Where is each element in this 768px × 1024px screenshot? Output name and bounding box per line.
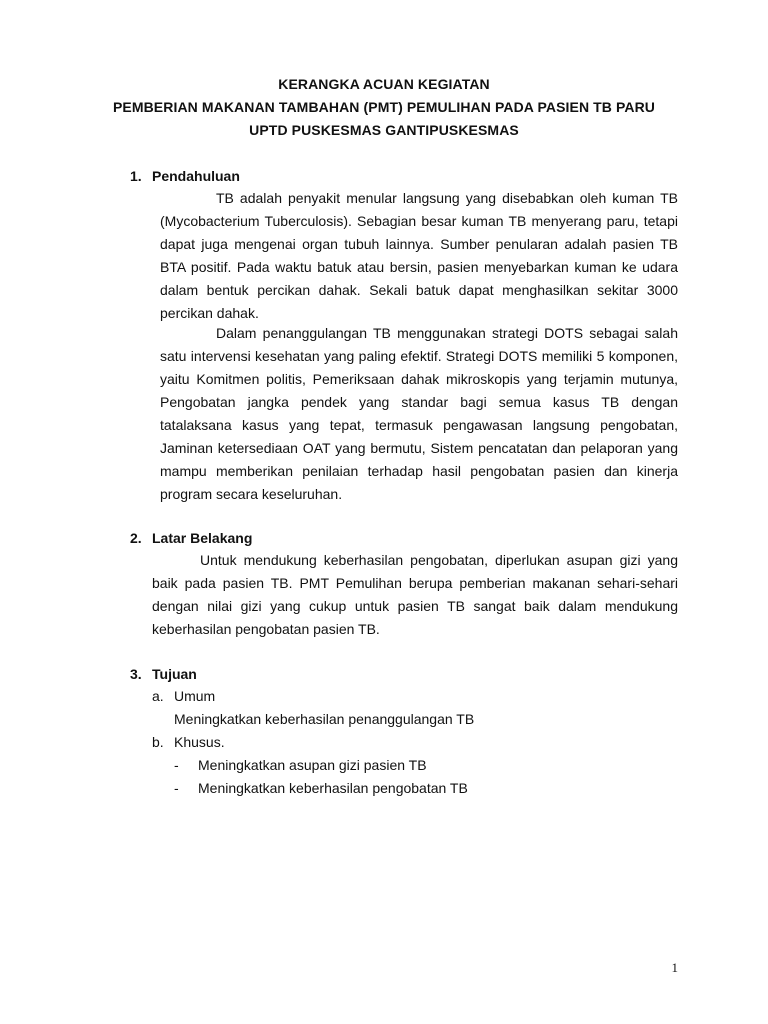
document-subtitle: PEMBERIAN MAKANAN TAMBAHAN (PMT) PEMULIHAN PADA PASIEN TB PARU — [112, 99, 656, 115]
section-title: Latar Belakang — [152, 530, 253, 546]
bullet-item — [174, 780, 468, 796]
section-number: 3. — [130, 666, 142, 682]
paragraph — [152, 549, 678, 641]
list-marker: b. — [152, 734, 164, 750]
page-number: 1 — [671, 960, 678, 975]
bullet-text: Meningkatkan asupan gizi pasien TB — [198, 757, 427, 773]
list-item-detail: Meningkatkan keberhasilan penanggulangan TB — [174, 711, 475, 727]
document-organization: UPTD PUSKESMAS GANTIPUSKESMAS — [249, 122, 519, 138]
paragraph — [160, 322, 678, 506]
list-label: Khusus. — [174, 734, 225, 750]
paragraph-text: Dalam penanggulangan TB menggunakan strategi DOTS sebagai salah satu intervensi kesehatan yang paling efektif. Strategi DOTS memiliki 5 komponen, yaitu Komitmen politis, Pemeriksaan dahak mikroskopis yang terjamin mutunya, Pengobatan jangka pendek yang standar bagi semua kasus TB dengan tatalaksana kasus yang tepat, termasuk pengawasan langsung pengobatan, Jaminan ketersediaan OAT yang bermutu, Sistem pencatatan dan pelaporan yang mampu memberikan penilaian terhadap hasil pengobatan pasien dan kinerja program secara keseluruhan. — [160, 325, 678, 502]
list-label: Umum — [174, 688, 216, 704]
paragraph — [160, 187, 678, 325]
section-number: 2. — [130, 530, 142, 546]
list-marker: a. — [152, 688, 164, 704]
section-heading-pendahuluan — [130, 168, 240, 184]
list-item-khusus — [152, 734, 225, 750]
bullet-item — [174, 757, 427, 773]
section-title: Tujuan — [152, 666, 197, 682]
bullet-marker: - — [174, 780, 179, 796]
document-title: KERANGKA ACUAN KEGIATAN — [278, 76, 490, 92]
list-item-umum — [152, 688, 215, 704]
paragraph-text: TB adalah penyakit menular langsung yang disebabkan oleh kuman TB (Mycobacterium Tuberculosis). Sebagian besar kuman TB menyerang paru, tetapi dapat juga mengenai organ tubuh lainnya. Sumber penularan adalah pasien TB BTA positif. Pada waktu batuk atau bersin, pasien menyebarkan kuman ke udara dalam bentuk percikan dahak. Sekali batuk dapat menghasilkan sekitar 3000 percikan dahak. — [160, 190, 678, 321]
section-number: 1. — [130, 168, 142, 184]
paragraph-text: Untuk mendukung keberhasilan pengobatan, diperlukan asupan gizi yang baik pada pasien TB. PMT Pemulihan berupa pemberian makanan sehari-sehari dengan nilai gizi yang cukup untuk pasien TB sangat baik dalam mendukung keberhasilan pengobatan pasien TB. — [152, 552, 678, 637]
section-heading-latar-belakang — [130, 530, 252, 546]
bullet-marker: - — [174, 757, 179, 773]
section-heading-tujuan — [130, 666, 197, 682]
section-title: Pendahuluan — [152, 168, 240, 184]
bullet-text: Meningkatkan keberhasilan pengobatan TB — [198, 780, 468, 796]
